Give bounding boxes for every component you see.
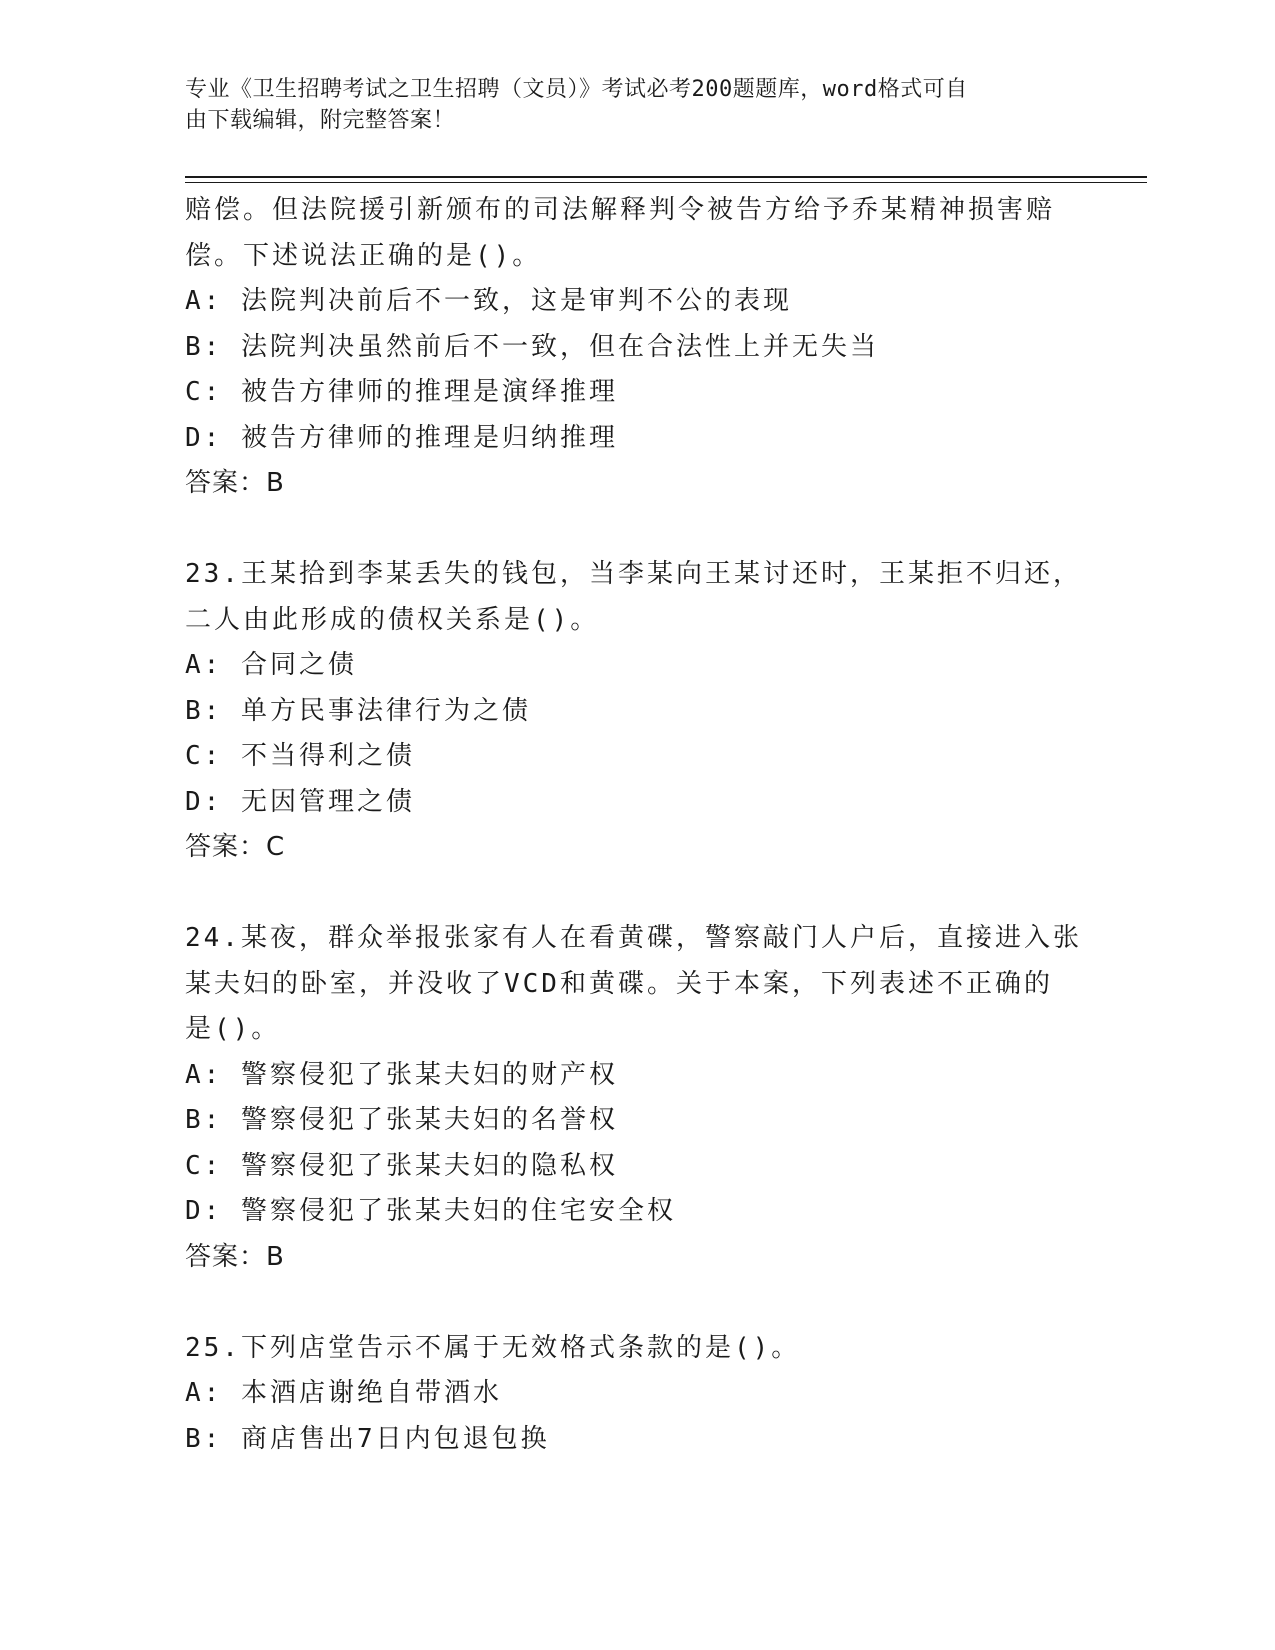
header-line: 专业《卫生招聘考试之卫生招聘（文员）》考试必考200题题库，word格式可自: [185, 77, 968, 102]
spacer: [185, 871, 1085, 917]
option-c: C: 被告方律师的推理是演绎推理: [185, 377, 618, 407]
option-b: B: 法院判决虽然前后不一致，但在合法性上并无失当: [185, 331, 879, 362]
spacer: [185, 507, 1085, 553]
question-block-24: [185, 916, 1085, 1280]
question-text: 23.王某拾到李某丢失的钱包，当李某向王某讨还时，王某拒不归还，: [185, 559, 1082, 589]
question-text: 25.下列店堂告示不属于无效格式条款的是()。: [185, 1332, 801, 1363]
option-a: A: 本酒店谢绝自带酒水: [185, 1378, 502, 1408]
option-a: A: 警察侵犯了张某夫妇的财产权: [185, 1059, 618, 1090]
option-c: C: 警察侵犯了张某夫妇的隐私权: [185, 1150, 618, 1181]
header-divider-thick: [185, 176, 1147, 178]
answer-line: 答案：B: [185, 468, 285, 498]
option-b: B: 单方民事法律行为之债: [185, 695, 531, 726]
question-text: 偿。下述说法正确的是()。: [185, 240, 542, 271]
option-d: D: 无因管理之债: [185, 786, 415, 817]
option-a: A: 合同之债: [185, 650, 357, 680]
option-d: D: 警察侵犯了张某夫妇的住宅安全权: [185, 1196, 676, 1226]
option-b: B: 商店售出7日内包退包换: [185, 1423, 550, 1454]
question-block-23: [185, 552, 1085, 871]
option-a: A: 法院判决前后不一致，这是审判不公的表现: [185, 286, 792, 316]
answer-line: 答案：B: [185, 1241, 285, 1272]
question-content: [185, 188, 1085, 1462]
question-block-continued: [185, 188, 1085, 507]
question-text: 二人由此形成的债权关系是()。: [185, 604, 600, 635]
option-c: C: 不当得利之债: [185, 741, 415, 771]
question-text: 是()。: [185, 1014, 281, 1044]
question-text: 24.某夜，群众举报张家有人在看黄碟，警察敲门人户后，直接进入张: [185, 923, 1082, 953]
document-header: [185, 74, 1065, 136]
spacer: [185, 1280, 1085, 1326]
answer-line: 答案：C: [185, 832, 286, 862]
option-b: B: 警察侵犯了张某夫妇的名誉权: [185, 1105, 618, 1135]
question-text: 某夫妇的卧室，并没收了VCD和黄碟。关于本案，下列表述不正确的: [185, 968, 1053, 999]
header-divider-thin: [185, 182, 1147, 183]
question-text: 赔偿。但法院援引新颁布的司法解释判令被告方给予乔某精神损害赔: [185, 195, 1056, 225]
option-d: D: 被告方律师的推理是归纳推理: [185, 422, 618, 453]
header-line: 由下载编辑，附完整答案！: [185, 108, 456, 133]
question-block-25: [185, 1326, 1085, 1463]
